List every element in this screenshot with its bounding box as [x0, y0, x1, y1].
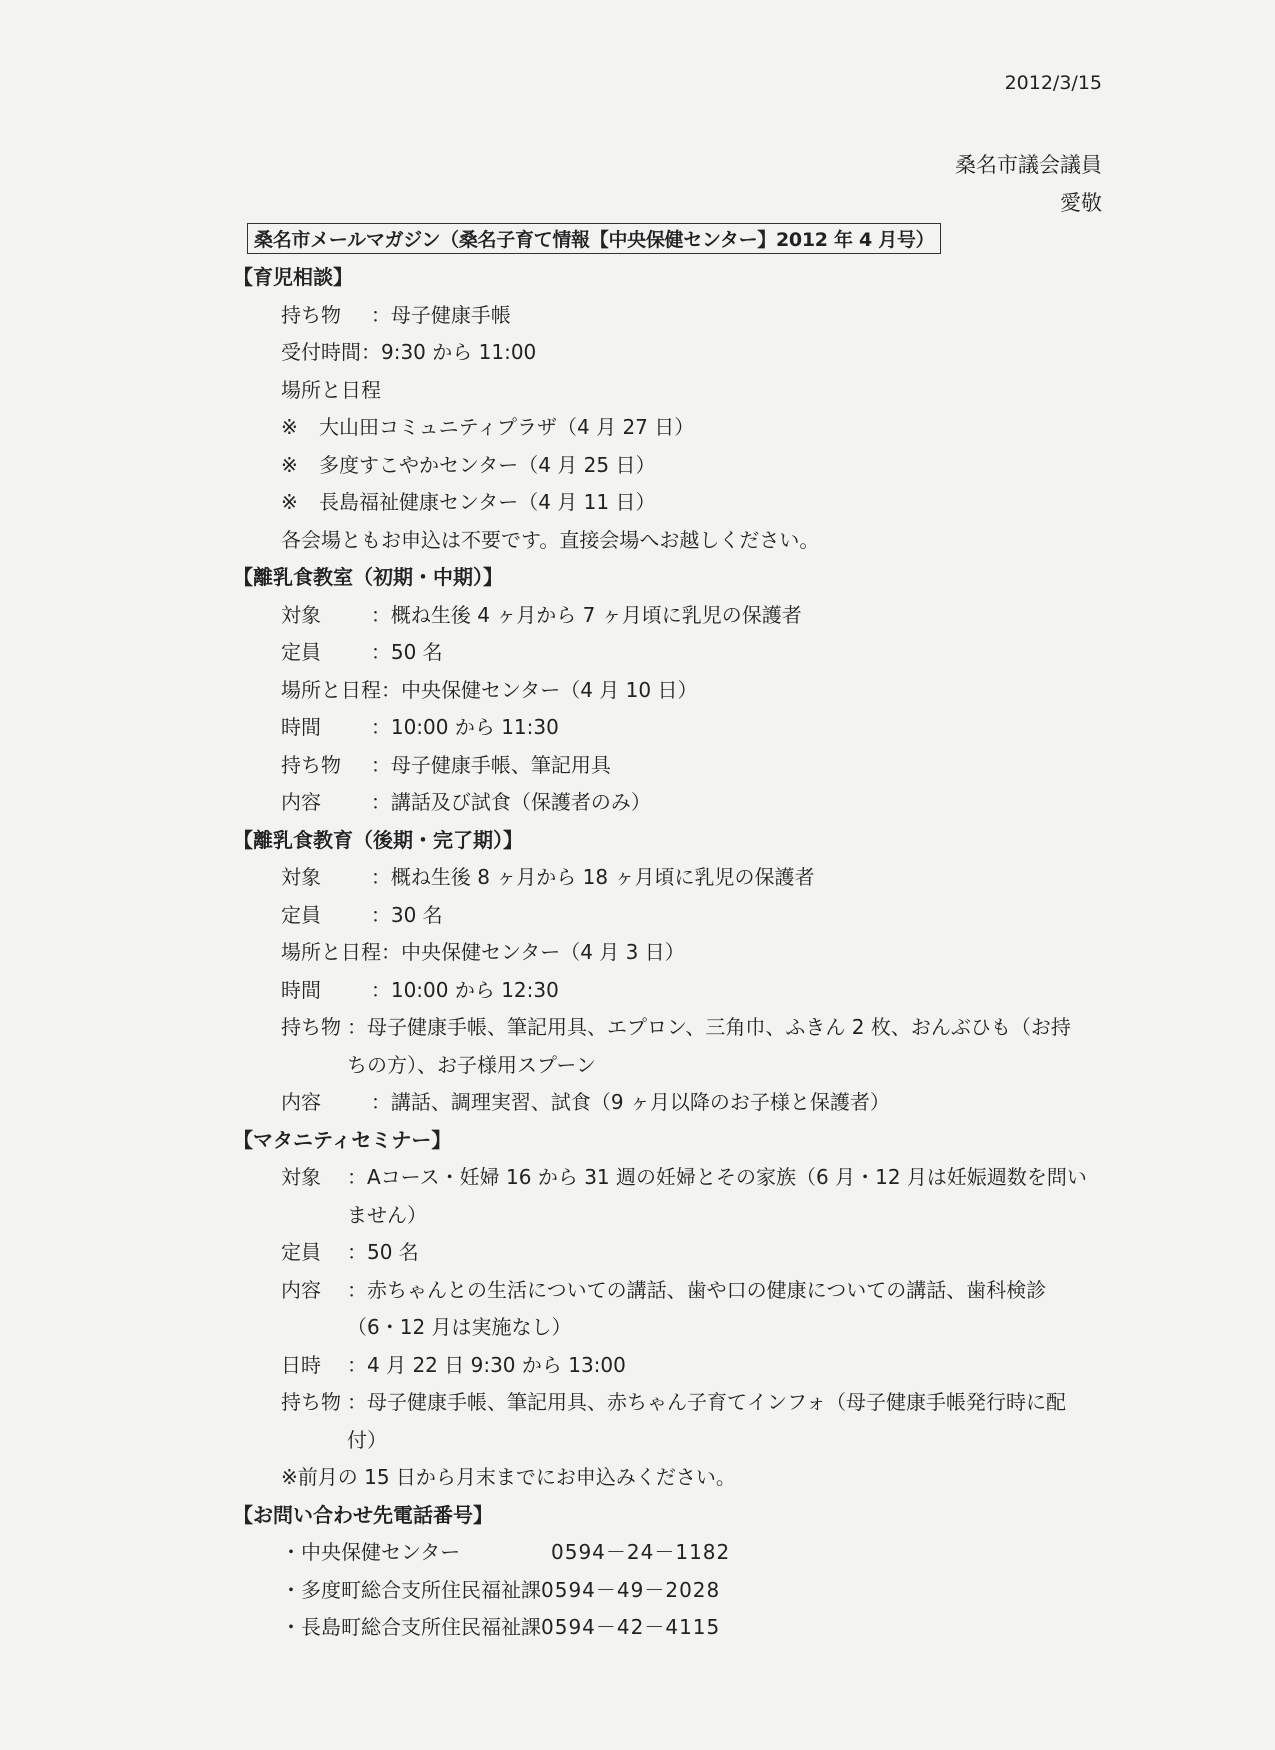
section-note: ※前月の 15 日から月末までにお申込みください。 [281, 1465, 736, 1489]
reference-mark: ※ [281, 415, 298, 439]
item-label: 日時 [281, 1352, 321, 1377]
item-value: ：中央保健センター（4 月 10 日） [381, 677, 698, 702]
place-item [233, 447, 1113, 485]
item-value: ：母子健康手帳 [370, 302, 511, 327]
item-row [233, 1009, 1113, 1084]
reference-mark: ※ [281, 490, 298, 514]
item-label: 対象 [281, 1165, 321, 1189]
item-label: 定員 [281, 902, 321, 927]
item-label: 定員 [281, 640, 321, 664]
item-row [233, 1084, 1113, 1122]
item-value: ：講話及び試食（保護者のみ） [370, 790, 651, 814]
item-value: ：4 月 22 日 9:30 から 13:00 [347, 1352, 626, 1377]
item-row [233, 334, 1113, 372]
contact-item [233, 1534, 1113, 1572]
item-label: 持ち物 [281, 1390, 341, 1414]
document-title: 桑名市メールマガジン（桑名子育て情報【中央保健センター】2012 年 4 月号） [247, 223, 941, 254]
item-label: 持ち物 [281, 302, 341, 327]
item-value: ：中央保健センター（4 月 3 日） [381, 940, 685, 964]
item-label: 内容 [281, 1277, 321, 1302]
item-label: 場所と日程 [281, 677, 381, 702]
item-row [233, 1347, 1113, 1385]
item-label: 対象 [281, 602, 321, 627]
section-heading-weaning-late: 【離乳食教育（後期・完了期）】 [233, 827, 523, 852]
place-text: 長島福祉健康センター（4 月 11 日） [319, 490, 656, 514]
item-row [233, 784, 1113, 822]
item-row [233, 634, 1113, 672]
item-label: 時間 [281, 715, 321, 739]
item-row [233, 934, 1113, 972]
contact-phone: 0594－24－1182 [551, 1540, 731, 1564]
item-label: 場所と日程 [281, 377, 381, 402]
document-body [233, 259, 1113, 1647]
item-row [233, 672, 1113, 710]
section-note: 各会場ともお申込は不要です。直接会場へお越しください。 [281, 527, 820, 552]
section-heading-maternity-seminar: 【マタニティセミナー】 [233, 1127, 452, 1152]
item-value: ：概ね生後 8 ヶ月から 18 ヶ月頃に乳児の保護者 [370, 865, 815, 889]
item-label: 定員 [281, 1240, 321, 1264]
contact-name: ・中央保健センター [281, 1540, 461, 1564]
place-text: 多度すこやかセンター（4 月 25 日） [319, 452, 656, 477]
section-heading-weaning-early: 【離乳食教室（初期・中期）】 [233, 565, 503, 589]
item-label: 持ち物 [281, 1015, 341, 1039]
item-value: ：Aコース・妊婦 16 から 31 週の妊婦とその家族（6 月・12 月は妊娠週数を問いません） [347, 1165, 1087, 1227]
section-heading-childcare-consult: 【育児相談】 [233, 265, 353, 289]
item-label: 対象 [281, 865, 321, 889]
document-date: 2012/3/15 [1004, 72, 1102, 94]
recipient-block [955, 146, 1102, 222]
item-row [233, 859, 1113, 897]
place-item [233, 484, 1113, 522]
contact-item [233, 1609, 1113, 1647]
item-value: ：母子健康手帳、筆記用具、赤ちゃん子育てインフォ（母子健康手帳発行時に配付） [347, 1390, 1066, 1452]
item-value: ：30 名 [370, 902, 443, 927]
recipient-name: 愛敬 [1060, 191, 1102, 215]
item-row [233, 1384, 1113, 1459]
item-label: 持ち物 [281, 752, 341, 777]
item-label: 受付時間 [281, 340, 361, 364]
item-row [233, 897, 1113, 935]
place-text: 大山田コミュニティプラザ（4 月 27 日） [319, 415, 695, 439]
item-label: 内容 [281, 1090, 321, 1114]
contact-phone: 0594－49－2028 [541, 1577, 721, 1602]
item-row [233, 297, 1113, 335]
item-row [233, 1159, 1113, 1234]
item-row [233, 1272, 1113, 1347]
item-value: ：赤ちゃんとの生活についての講話、歯や口の健康についての講話、歯科検診（6・12 月は実施なし） [347, 1277, 1047, 1339]
item-value: ：母子健康手帳、筆記用具、エプロン、三角巾、ふきん 2 枚、おんぶひも（お持ちの方）、お子様用スプーン [347, 1015, 1071, 1077]
item-label: 内容 [281, 790, 321, 814]
item-value: ：9:30 から 11:00 [361, 340, 537, 364]
contact-phone: 0594－42－4115 [541, 1615, 721, 1639]
reference-mark: ※ [281, 452, 298, 477]
item-row [233, 597, 1113, 635]
recipient-title: 桑名市議会議員 [955, 153, 1102, 177]
item-label: 時間 [281, 977, 321, 1002]
item-value: ：50 名 [370, 640, 443, 664]
contact-name: ・長島町総合支所住民福祉課 [281, 1615, 541, 1639]
item-value: ：講話、調理実習、試食（9 ヶ月以降のお子様と保護者） [370, 1090, 890, 1114]
section-heading-contacts: 【お問い合わせ先電話番号】 [233, 1502, 493, 1527]
item-row [233, 747, 1113, 785]
item-value: ：10:00 から 11:30 [370, 715, 559, 739]
item-value: ：概ね生後 4 ヶ月から 7 ヶ月頃に乳児の保護者 [370, 602, 802, 627]
place-item [233, 409, 1113, 447]
item-value: ：母子健康手帳、筆記用具 [370, 752, 611, 777]
item-value: ：50 名 [347, 1240, 419, 1264]
item-value: ：10:00 から 12:30 [370, 977, 559, 1002]
item-label: 場所と日程 [281, 940, 381, 964]
item-row [233, 972, 1113, 1010]
contact-name: ・多度町総合支所住民福祉課 [281, 1577, 541, 1602]
item-row [233, 709, 1113, 747]
item-row [233, 1234, 1113, 1272]
contact-item [233, 1572, 1113, 1610]
